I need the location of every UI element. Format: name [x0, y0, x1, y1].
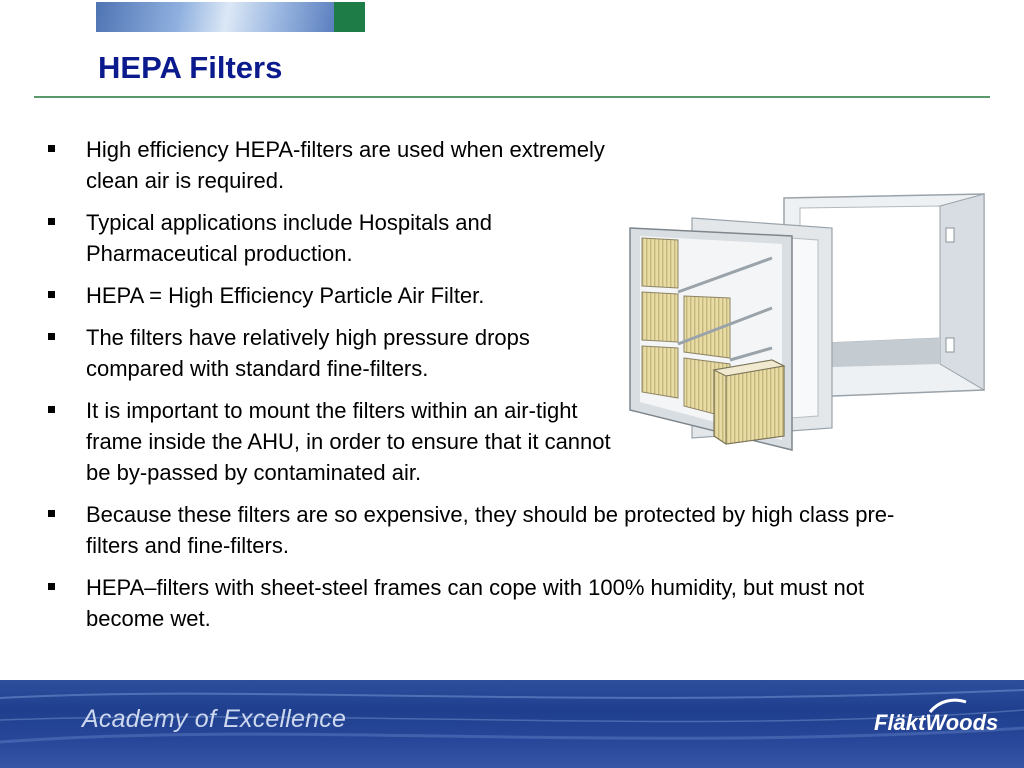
page-title: HEPA Filters: [98, 50, 283, 85]
bullet-text: Because these filters are so expensive, they should be protected by high class pre-filters and fine-filters.: [86, 502, 895, 558]
brand-logo: FläktWoods: [874, 710, 999, 735]
bullet-item: [44, 499, 926, 561]
bullet-square-icon: [48, 333, 55, 340]
bullet-item: [44, 322, 616, 384]
title-divider: [34, 96, 990, 98]
bullet-square-icon: [48, 406, 55, 413]
bullet-item: [44, 572, 926, 634]
bullet-item: [44, 134, 616, 196]
footer-band: [0, 680, 1024, 768]
hepa-filter-unit-illustration: [622, 188, 988, 458]
bullet-text: Typical applications include Hospitals and Pharmaceutical production.: [86, 210, 493, 266]
bullet-square-icon: [48, 510, 55, 517]
bullet-square-icon: [48, 145, 55, 152]
bullet-item: [44, 280, 616, 311]
bullet-text: High efficiency HEPA-filters are used when extremely clean air is required.: [86, 137, 605, 193]
bullet-text: HEPA–filters with sheet-steel frames can cope with 100% humidity, but must not become wet.: [86, 575, 865, 631]
bullet-square-icon: [48, 291, 55, 298]
bullet-square-icon: [48, 583, 55, 590]
bullet-item: [44, 207, 616, 269]
bullet-text: The filters have relatively high pressure drops compared with standard fine-filters.: [86, 325, 530, 381]
footer-tagline: Academy of Excellence: [82, 705, 347, 733]
header-banner-image: [96, 2, 334, 32]
bullet-text: It is important to mount the filters within an air-tight frame inside the AHU, in order to ensure that it cannot be by-passed by contaminated air.: [86, 398, 611, 485]
header-banner-green-block: [334, 2, 365, 32]
bullet-text: HEPA = High Efficiency Particle Air Filter.: [86, 283, 485, 308]
bullet-square-icon: [48, 218, 55, 225]
bullet-item: [44, 395, 616, 488]
